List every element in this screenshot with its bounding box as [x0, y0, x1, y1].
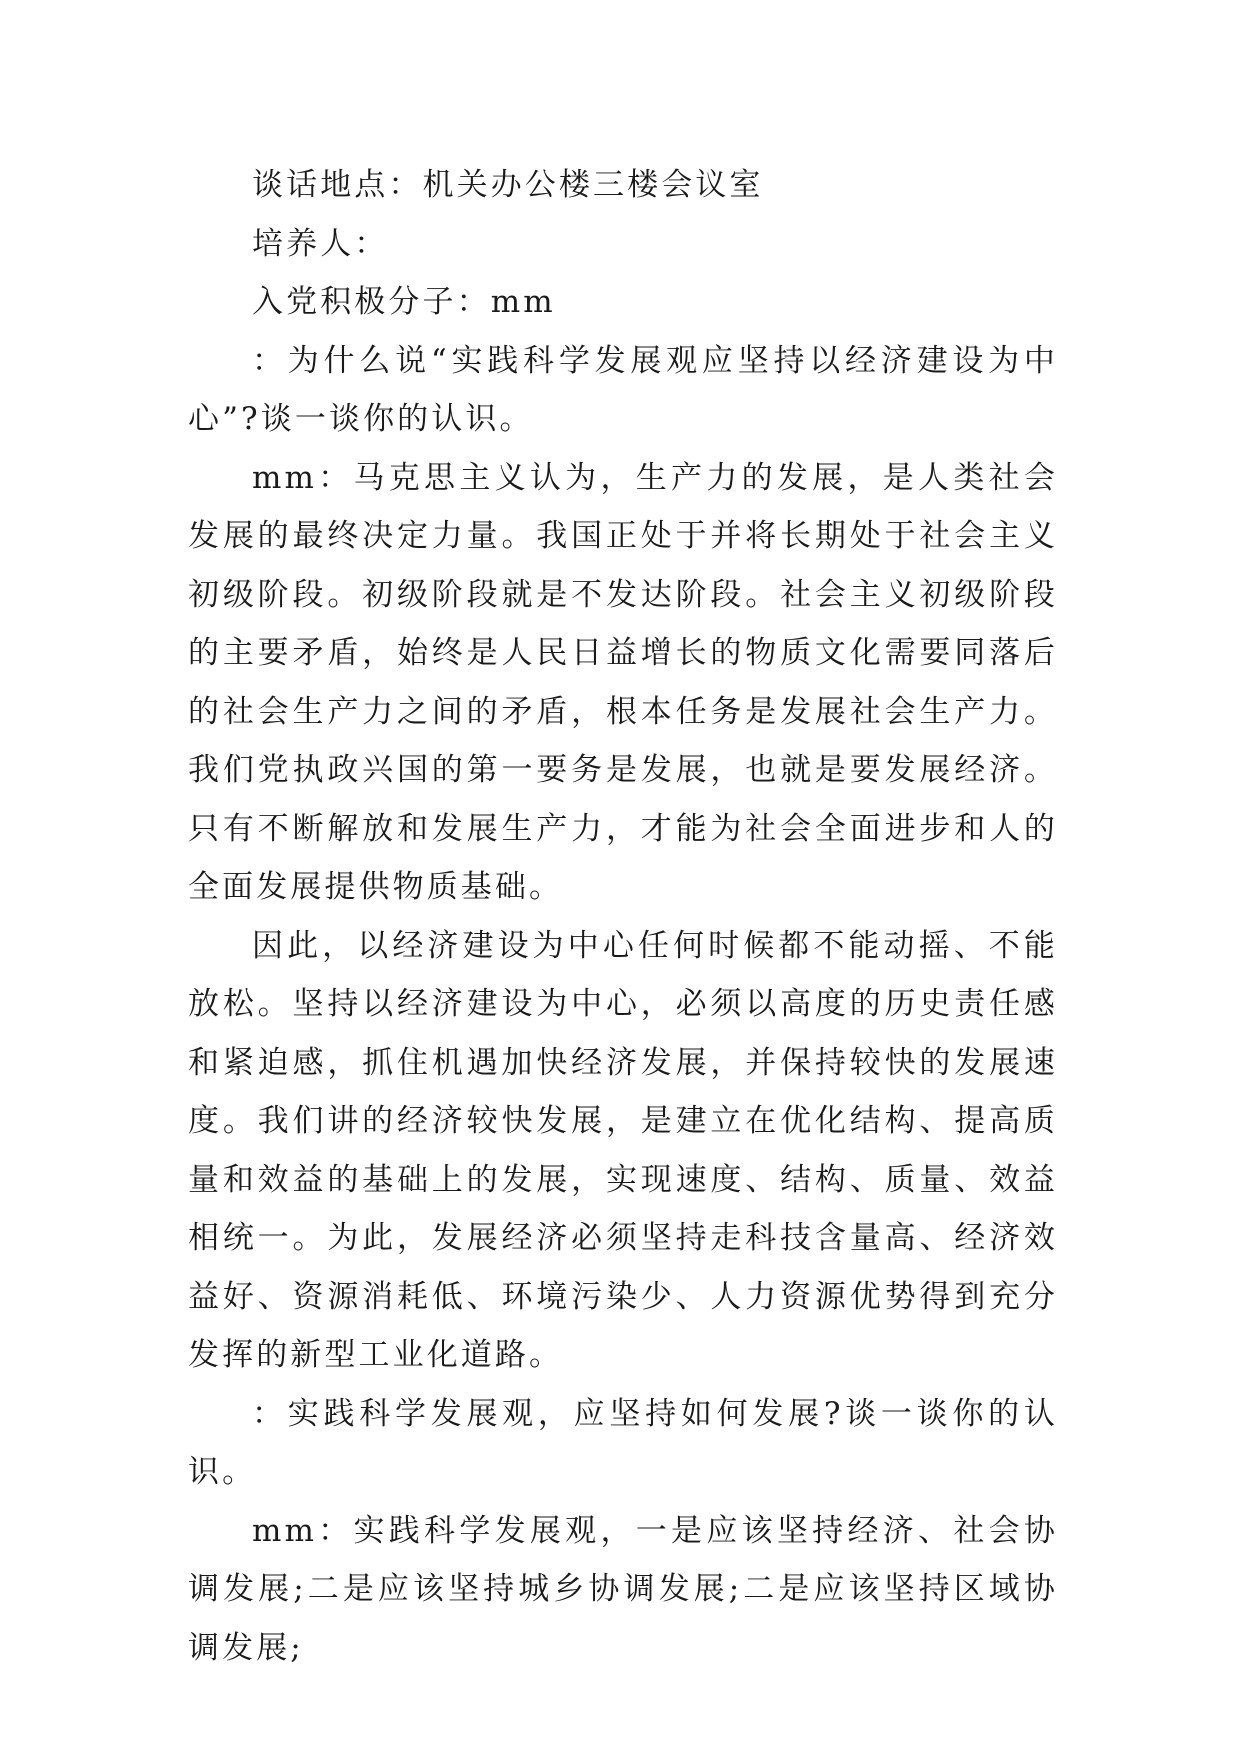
- answer-1-paragraph-1: mm：马克思主义认为，生产力的发展，是人类社会发展的最终决定力量。我国正处于并将长期处于社会主义初级阶段。初级阶段就是不发达阶段。社会主义初级阶段的主要矛盾，始终是人民日益增长的物质文化需要同落后的社会生产力之间的矛盾，根本任务是发展社会生产力。我们党执政兴国的第一要务是发展，也就是要发展经济。只有不断解放和发展生产力，才能为社会全面进步和人的全面发展提供物质基础。: [188, 459, 1058, 905]
- answer-1-paragraph-2: 因此，以经济建设为中心任何时候都不能动摇、不能放松。坚持以经济建设为中心，必须以高度的历史责任感和紧迫感，抓住机遇加快经济发展，并保持较快的发展速度。我们讲的经济较快发展，是建立在优化结构、提高质量和效益的基础上的发展，实现速度、结构、质量、效益相统一。为此，发展经济必须坚持走科技含量高、经济效益好、资源消耗低、环境污染少、人力资源优势得到充分发挥的新型工业化道路。: [188, 927, 1058, 1373]
- activist-line: 入党积极分子：mm: [252, 284, 556, 320]
- document-body: [188, 156, 1058, 1677]
- answer-2: mm：实践科学发展观，一是应该坚持经济、社会协调发展;二是应该坚持城乡协调发展;二是应该坚持区域协调发展;: [188, 1512, 1058, 1666]
- question-2: ：实践科学发展观，应坚持如何发展?谈一谈你的认识。: [188, 1395, 1058, 1490]
- mentor-line: 培养人：: [252, 225, 389, 262]
- question-1: ：为什么说“实践科学发展观应坚持以经济建设为中心”?谈一谈你的认识。: [188, 342, 1058, 437]
- meeting-location-line: 谈话地点：机关办公楼三楼会议室: [252, 167, 764, 203]
